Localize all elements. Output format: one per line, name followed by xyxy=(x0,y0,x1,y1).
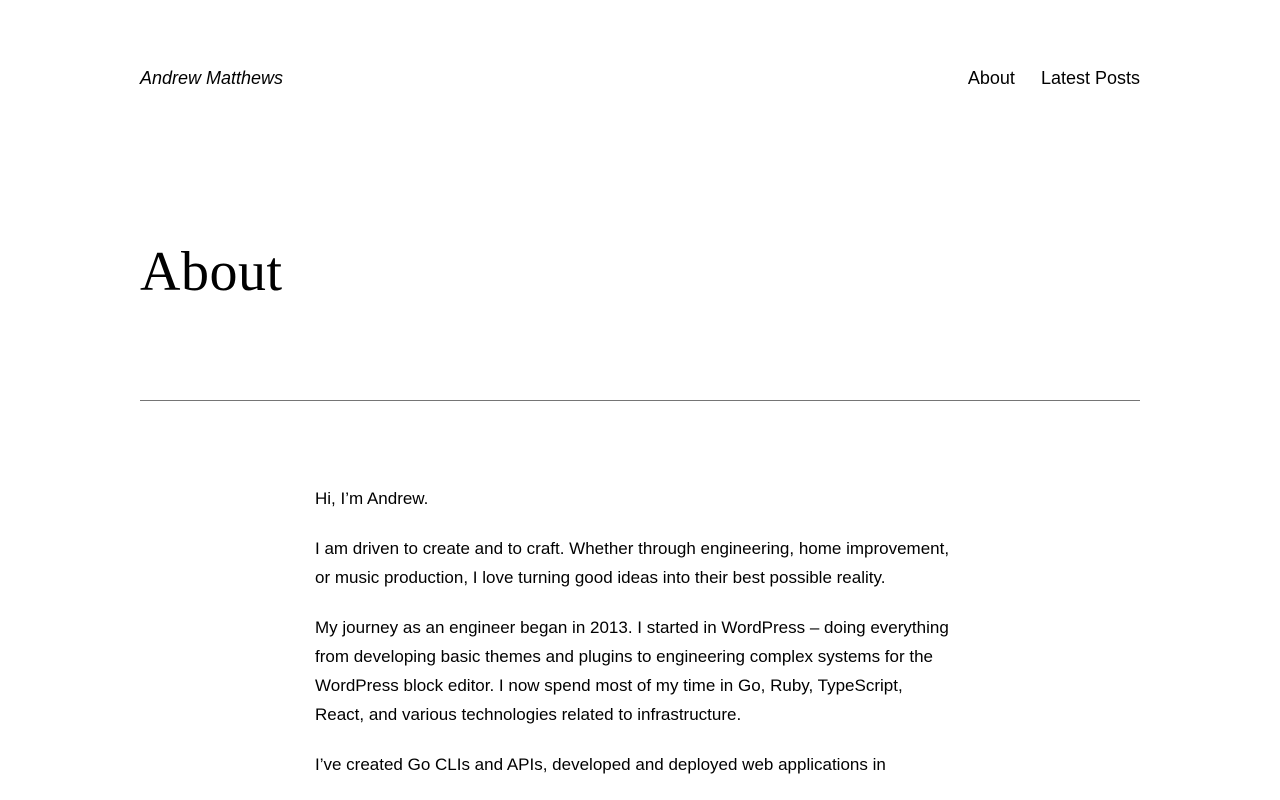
primary-nav xyxy=(968,66,1140,90)
paragraph-intro: Hi, I’m Andrew. xyxy=(315,489,429,508)
page-container xyxy=(140,0,1140,779)
post-content xyxy=(315,484,965,779)
paragraph-driven: I am driven to create and to craft. Whether through engineering, home improvement, or music production, I love turning good ideas into their best possible reality. xyxy=(315,539,950,587)
page-title: About xyxy=(140,241,283,303)
paragraph-created: I’ve created Go CLIs and APIs, developed and deployed web applications in xyxy=(315,755,886,774)
nav-link-latest-posts[interactable]: Latest Posts xyxy=(1040,68,1140,88)
paragraph-journey: My journey as an engineer began in 2013. I started in WordPress – doing everything from developing basic themes and plugins to engineering complex systems for the WordPress block editor. I now spend most of my time in Go, Ruby, TypeScript, React, and various technologies related to infrastructure. xyxy=(315,618,949,724)
site-header xyxy=(140,0,1140,90)
nav-link-about[interactable]: About xyxy=(967,68,1015,88)
header-separator xyxy=(140,400,1140,401)
site-title-link[interactable]: Andrew Matthews xyxy=(140,68,284,88)
